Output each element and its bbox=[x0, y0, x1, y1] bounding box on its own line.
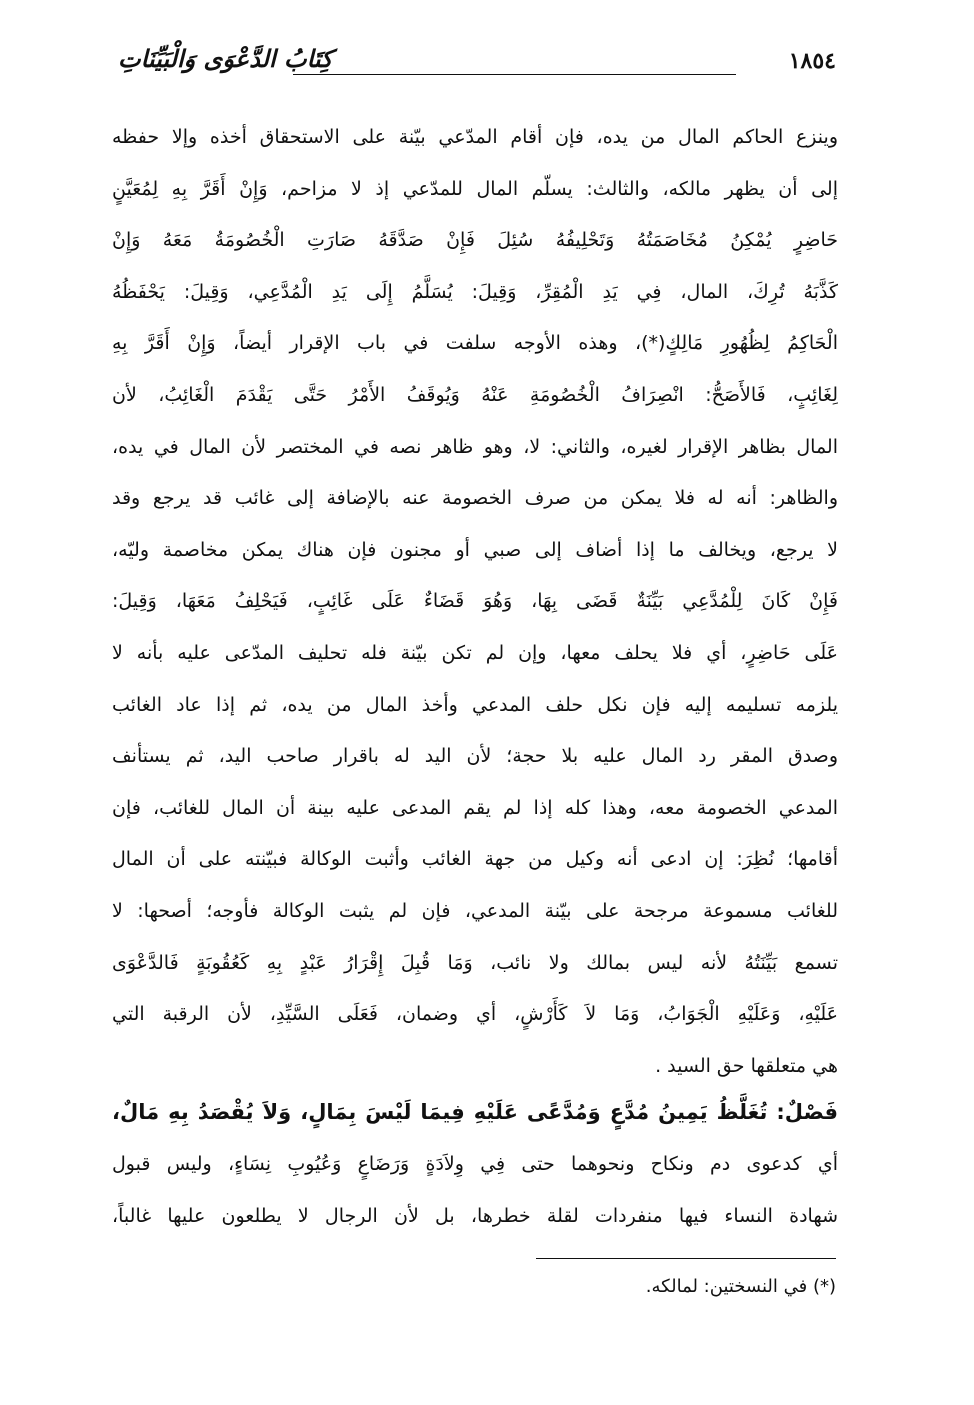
text-line: وينزع الحاكم المال من يده، فإن أقام المدّعي بيّنة على الاستحقاق أخذه وإلا حفظه bbox=[112, 126, 838, 148]
page-number: ١٨٥٤ bbox=[788, 48, 836, 74]
text-line: عَلَى حَاضِرٍ، أي فلا يحلف معها، وإن لم تكن بيّنة فله تحليف المدّعى عليه بأنه لا bbox=[112, 641, 838, 664]
text-line: الْحَاكِمُ لِظُهُورِ مَالِكٍ(*)، وهذه الأوجه سلفت في باب الإقرار أيضاً، وَإِنْ أَقَرَّ بِهِ bbox=[112, 332, 838, 355]
main-text bbox=[112, 112, 838, 1092]
text-line: والظاهر: أنه له فلا يمكن من صرف الخصومة عنه بالإضافة إلى غائب قد يرجع وقد bbox=[112, 487, 838, 510]
text-line: حَاضِرٍ يُمْكِنُ مُخَاصَمَتُهُ وَتَحْلِيفُهُ سُئِلَ فَإِنْ صَدَّقَهُ صَارَتِ الْخُصُومَةُ مَعَهُ وَإِنْ bbox=[112, 229, 838, 252]
text-line: كَذَّبَهُ تُرِكَ، المال، فِي يَدِ الْمُقِرِّ، وَقِيلَ: يُسَلَّمُ إِلَى يَدِ الْمُدَّعِي، وَقِيلَ: يَحْفَظُهُ bbox=[112, 280, 838, 303]
page-header bbox=[118, 40, 836, 84]
footnote-rule bbox=[536, 1258, 836, 1259]
text-line: تسمع بَيِّنَتُهُ لأنه ليس بمالك ولا نائب، وَمَا قُبِلَ إِقْرَارُ عَبْدٍ بِهِ كَعُقُوبَةٍ فَالدَّعْوَى bbox=[112, 951, 838, 974]
text-line: لِغَائِبٍ، فَالأَصَحُّ: انْصِرَافُ الْخُصُومَةِ عَنْهُ وَيُوقَفُ الأَمْرُ حَتَّى يَقْدَمَ الْغَائِبُ، لأن bbox=[112, 383, 838, 406]
text-line: إلى أن يظهر مالكه، والثالث: يسلّم المال للمدّعي إذ لا مزاحم، وَإِنْ أَقَرَّ بِهِ لِمُعَيَّنٍ bbox=[112, 177, 838, 200]
section-fasl bbox=[112, 1086, 838, 1242]
text-line: هي متعلقها حق السيد . bbox=[655, 1054, 838, 1077]
text-line: لا يرجع، ويخالف ما إذا أضاف إلى صبي أو مجنون فإن هناك يمكن مخاصمة وليّه، bbox=[112, 538, 838, 561]
text-line: أي كدعوى دم ونكاح ونحوهما حتى فِي وِلاَدَةٍ وَرَضَاعٍ وَعُيُوبِ نِسَاءٍ، وليس قبول bbox=[112, 1153, 838, 1175]
text-line: المدعي الخصومة معه، وهذا كله إذا لم يقم المدعى عليه بينة أن المال للغائب، فإن bbox=[112, 796, 838, 819]
footnote: (*) في النسختين: لمالكه. bbox=[645, 1276, 836, 1297]
text-line: أقامها؛ نُظِرَ: إن ادعى أنه وكيل من جهة الغائب وأثبت الوكالة فبيّنته على أن المال bbox=[112, 848, 838, 871]
text-line: يلزمه تسليمه إليه فإن نكل حلف المدعي وأخذ المال من يده، ثم إذا عاد الغائب bbox=[112, 693, 838, 716]
text-line: شهادة النساء فيها منفردات لقلة خطرها، بل لأن الرجال لا يطلعون عليها غالباً، bbox=[112, 1205, 838, 1227]
text-line: فَإِنْ كَانَ لِلْمُدَّعِي بَيِّنَةٌ قَضَى بِهَا، وَهُوَ قَضَاءٌ عَلَى غَائِبٍ، فَيَحْلِفُ مَعَهَا، وَقِيلَ: bbox=[112, 590, 838, 613]
header-rule bbox=[293, 74, 736, 75]
text-line: عَلَيْهِ، وَعَلَيْهِ الْجَوَابُ، وَمَا لاَ كَأَرْشٍ، أي وضمان، فَعَلَى السَّيِّدِ، لأن الرقبة التي bbox=[112, 1003, 838, 1026]
text-line: للغائب مسموعة مرجحة على بيّنة المدعي، فإن لم يثبت الوكالة فأوجه؛ أصحها: لا bbox=[112, 899, 838, 922]
section-heading-line: فَصْلٌ: تُغَلَّظُ يَمِينُ مُدَّعٍ وَمُدَّعًى عَلَيْهِ فِيمَا لَيْسَ بِمَالٍ، وَلاَ يُقْصَدُ بِهِ مَالٌ، bbox=[112, 1100, 838, 1124]
text-line: المال بظاهر الإقرار لغيره، والثاني: لا، وهو ظاهر نصه في المختصر لأن المال في يده، bbox=[112, 435, 838, 458]
book-title: كِتَابُ الدَّعْوَى وَالْبَيِّنَاتِ bbox=[118, 44, 333, 73]
text-line: وصدق المقر رد المال عليه بلا حجة؛ لأن اليد له باقرار صاحب اليد، ثم يستأنف bbox=[112, 745, 838, 768]
